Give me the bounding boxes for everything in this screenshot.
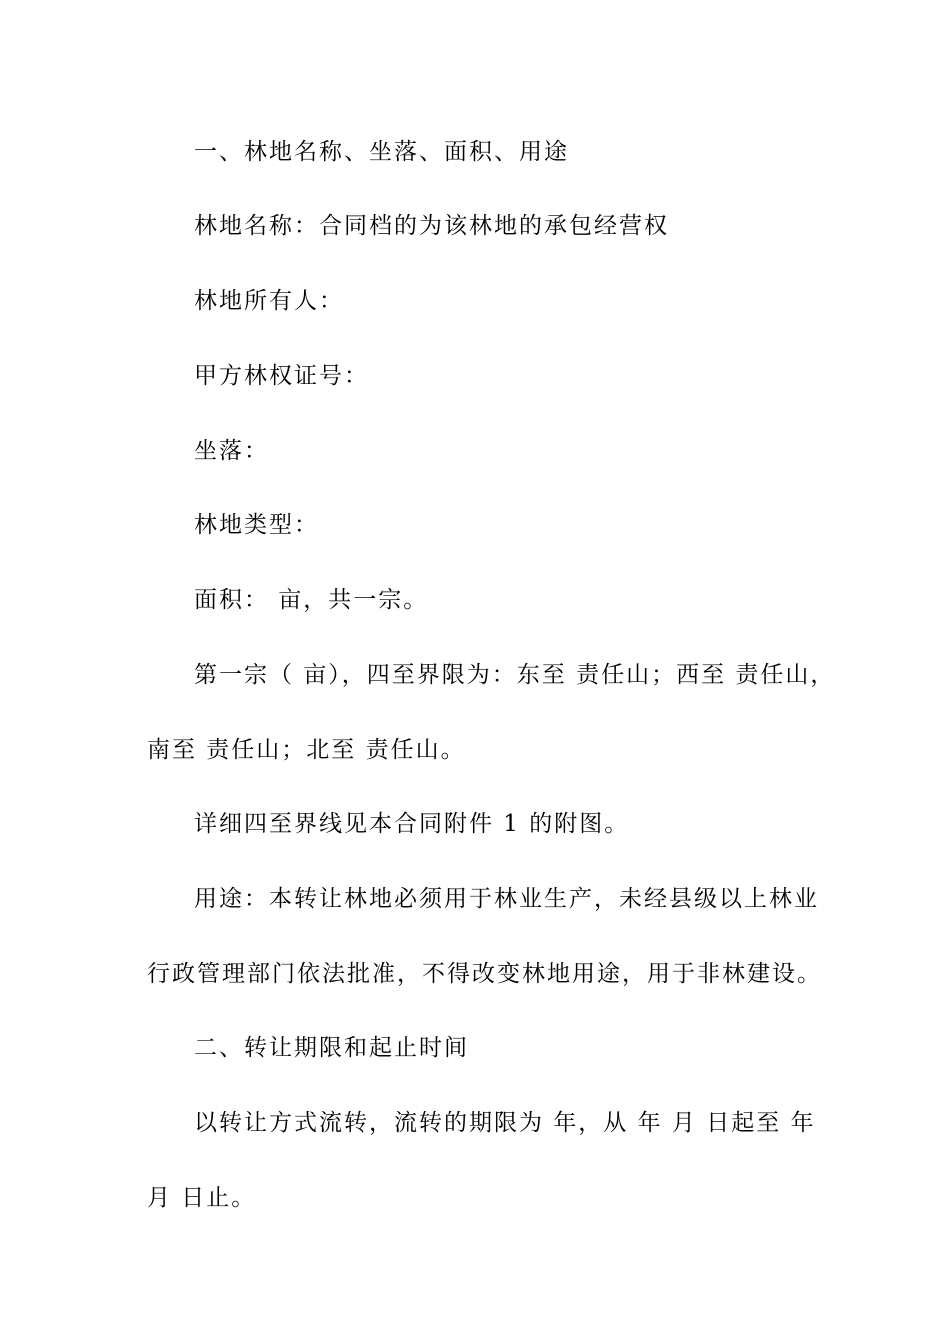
- boundary-detail-line: 详细四至界线见本合同附件 1 的附图。: [194, 811, 630, 837]
- location-line: 坐落：: [194, 438, 269, 464]
- usage-line-1: 用途：本转让林地必须用于林业生产，未经县级以上林业: [194, 886, 819, 912]
- forest-type-line: 林地类型：: [194, 512, 319, 538]
- certificate-number-line: 甲方林权证号：: [194, 363, 369, 389]
- boundary-line-1: 第一宗（ 亩），四至界限为：东至 责任山；西至 责任山，: [194, 662, 836, 688]
- usage-line-2: 行政管理部门依法批准，不得改变林地用途，用于非林建设。: [147, 961, 822, 987]
- section-heading-2: 二、转让期限和起止时间: [194, 1035, 469, 1061]
- term-line-2: 月 日止。: [147, 1185, 257, 1211]
- area-line: 面积： 亩，共一宗。: [194, 587, 429, 613]
- forest-name-line: 林地名称：合同档的为该林地的承包经营权: [194, 213, 669, 239]
- forest-owner-line: 林地所有人：: [194, 288, 344, 314]
- boundary-line-2: 南至 责任山；北至 责任山。: [147, 737, 466, 763]
- term-line-1: 以转让方式流转，流转的期限为 年，从 年 月 日起至 年: [194, 1110, 816, 1136]
- section-heading-1: 一、林地名称、坐落、面积、用途: [194, 139, 569, 165]
